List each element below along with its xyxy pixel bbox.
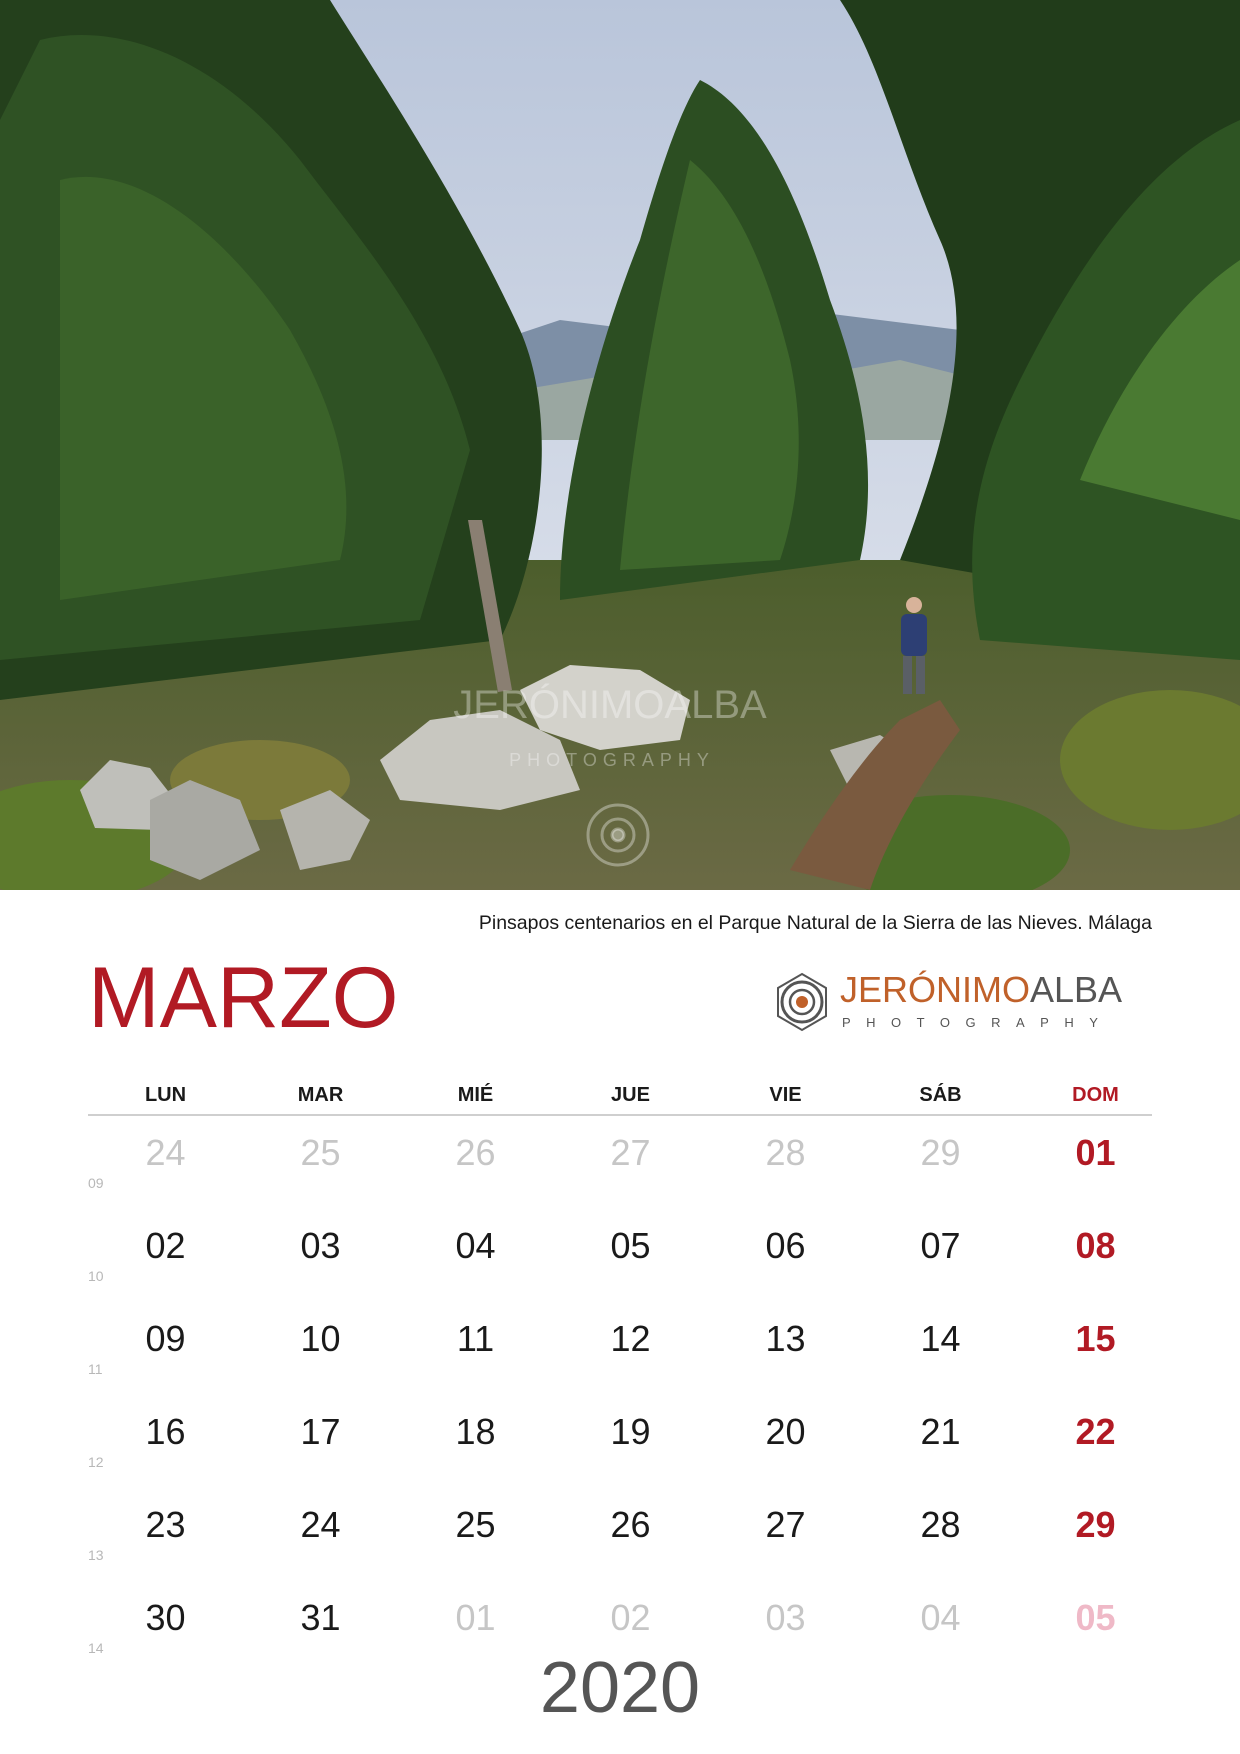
day-cell: 28 [765,1132,806,1173]
day-cell: 03 [300,1225,341,1266]
day-cell: 06 [765,1225,806,1266]
week-number: 13 [88,1547,104,1563]
week-row [0,1225,1240,1321]
day-cell: 04 [920,1597,961,1638]
weekday-header [88,1078,1152,1116]
weekday-0: LUN [144,1084,187,1106]
day-cell: 29 [920,1132,961,1173]
brand-logo [772,968,1152,1038]
camera-eye-icon [772,972,832,1032]
day-cell-sunday: 22 [1075,1411,1116,1452]
day-cell: 11 [456,1318,495,1359]
watermark-sub: PHOTOGRAPHY [509,750,715,770]
logo-name-first: JERÓNIMO [840,969,1031,1010]
week-row [0,1318,1240,1414]
day-cell: 19 [610,1411,651,1452]
weekday-4: VIE [769,1084,802,1106]
weekday-1: MAR [297,1084,344,1106]
weekday-2: MIÉ [457,1084,494,1106]
photo-caption: Pinsapos centenarios en el Parque Natural de la Sierra de las Nieves. Málaga [478,912,1152,934]
day-cell: 26 [455,1132,496,1173]
day-cell: 07 [920,1225,961,1266]
logo-subtitle: PHOTOGRAPHY [842,1015,1114,1030]
day-cell: 16 [145,1411,186,1452]
day-cell-sunday: 08 [1075,1225,1116,1266]
day-cell: 20 [765,1411,806,1452]
day-cell: 02 [145,1225,186,1266]
weekday-5: SÁB [919,1084,962,1106]
weekday-3: JUE [611,1084,650,1106]
weekday-6: DOM [1072,1084,1119,1106]
logo-wordmark [840,969,1123,1010]
day-cell: 21 [920,1411,961,1452]
day-cell: 02 [610,1597,651,1638]
day-cell: 09 [145,1318,186,1359]
day-cell: 03 [765,1597,806,1638]
watermark-name: JERÓNIMOALBA [453,683,767,727]
day-cell: 04 [455,1225,496,1266]
day-cell: 12 [610,1318,651,1359]
day-cell: 14 [920,1318,961,1359]
week-number: 10 [88,1268,104,1284]
day-cell: 13 [765,1318,806,1359]
day-cell-sunday: 01 [1075,1132,1116,1173]
day-cell: 24 [300,1504,341,1545]
day-cell: 25 [300,1132,341,1173]
day-cell: 10 [300,1318,341,1359]
day-cell: 24 [145,1132,186,1173]
week-row [0,1411,1240,1507]
day-cell: 30 [145,1597,186,1638]
day-cell: 27 [765,1504,806,1545]
week-number: 12 [88,1454,104,1470]
week-number: 09 [88,1175,104,1191]
day-cell: 17 [300,1411,341,1452]
day-cell: 27 [610,1132,651,1173]
day-cell: 05 [610,1225,651,1266]
day-cell: 26 [610,1504,651,1545]
week-row [0,1504,1240,1600]
day-cell-sunday: 05 [1075,1597,1116,1638]
day-cell: 28 [920,1504,961,1545]
month-title: MARZO [88,950,399,1046]
day-cell: 01 [455,1597,496,1638]
day-cell: 31 [300,1597,341,1638]
day-cell-sunday: 29 [1075,1504,1116,1545]
week-number: 11 [88,1361,103,1377]
week-row [0,1132,1240,1228]
day-cell: 23 [145,1504,186,1545]
day-cell: 18 [455,1411,496,1452]
week-number: 14 [88,1640,104,1656]
day-cell-sunday: 15 [1075,1318,1116,1359]
year-label: 2020 [539,1648,701,1728]
logo-name-last: ALBA [1030,969,1123,1010]
day-cell: 25 [455,1504,496,1545]
